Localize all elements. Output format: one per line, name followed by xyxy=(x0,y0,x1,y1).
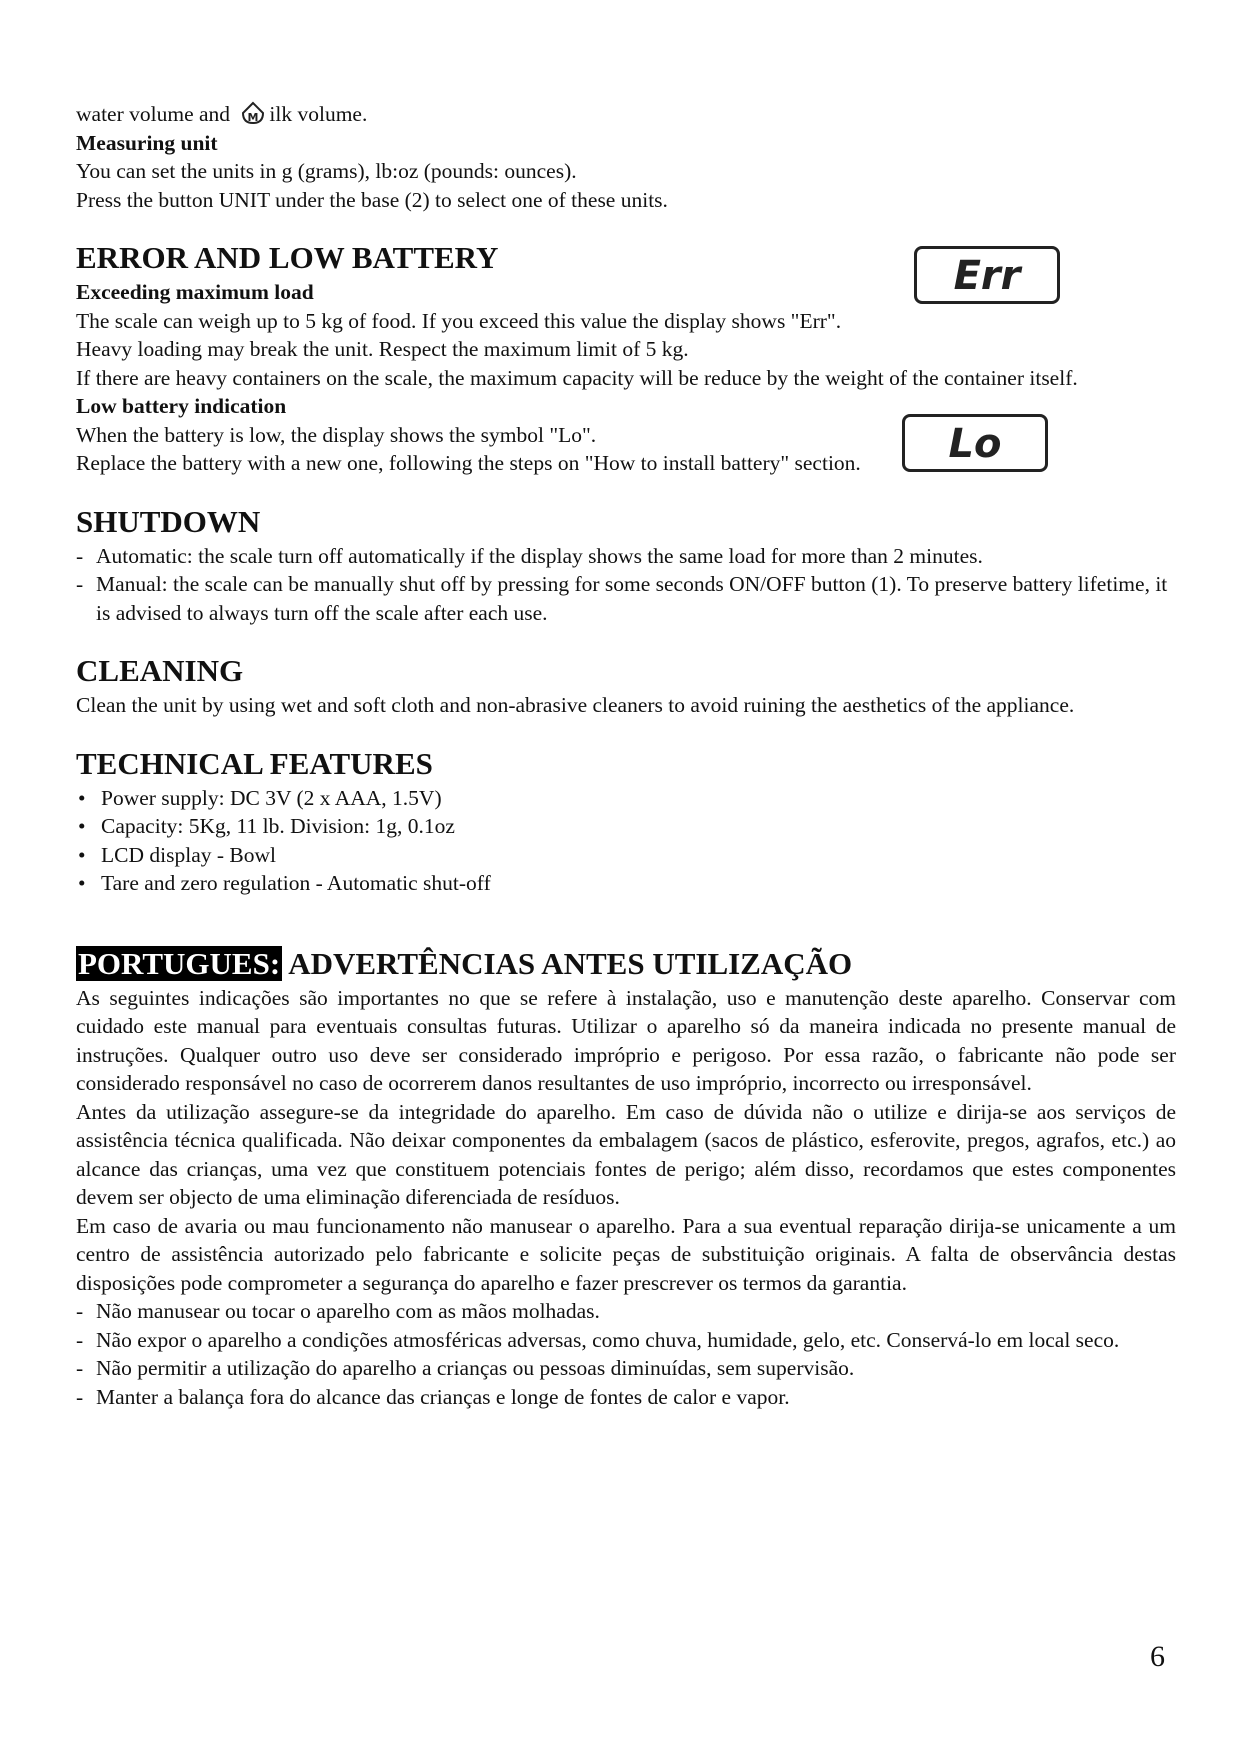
low-battery-heading: Low battery indication xyxy=(76,394,287,418)
low-battery-text-2: Replace the battery with a new one, following the steps on "How to install battery" section. xyxy=(76,451,861,475)
portugues-paragraph-3: Em caso de avaria ou mau funcionamento não manusear o aparelho. Para a sua eventual reparação dirija-se unicamente a um centro de assistência autorizado pelo fabricante e solicite peças de substituição originais. A falta de observância destas disposições pode comprometer a segurança do aparelho e fazer prescrever os termos da garantia. xyxy=(76,1213,1176,1295)
list-item: • Tare and zero regulation - Automatic shut-off xyxy=(76,869,1176,898)
list-item: - Não expor o aparelho a condições atmosféricas adversas, como chuva, humidade, gelo, etc. Conservá-lo em local seco. xyxy=(76,1326,1176,1355)
language-label: PORTUGUES: xyxy=(78,945,281,981)
cleaning-title: CLEANING xyxy=(76,653,244,688)
measuring-unit-text-2: Press the button UNIT under the base (2) to select one of these units. xyxy=(76,187,668,212)
technical-title: TECHNICAL FEATURES xyxy=(76,745,433,781)
low-battery-text-1: When the battery is low, the display shows the symbol "Lo". xyxy=(76,422,597,447)
exceed-text-1: The scale can weigh up to 5 kg of food. If you exceed this value the display shows "Err". xyxy=(76,308,842,333)
list-item: - Manter a balança fora do alcance das crianças e longe de fontes de calor e vapor. xyxy=(76,1383,1176,1412)
exceed-text-2: Heavy loading may break the unit. Respect the maximum limit of 5 kg. xyxy=(76,337,689,361)
intro-line xyxy=(76,100,1176,129)
intro-text-a: water volume and xyxy=(76,102,231,126)
shutdown-list xyxy=(76,542,1176,628)
list-item: - Não manusear ou tocar o aparelho com as mãos molhadas. xyxy=(76,1297,1176,1326)
svg-text:Err: Err xyxy=(953,253,1021,299)
svg-text:M: M xyxy=(247,111,259,124)
exceed-text-3: If there are heavy containers on the scale, the maximum capacity will be reduce by the weight of the container itself. xyxy=(76,365,1078,390)
list-item: • Capacity: 5Kg, 11 lb. Division: 1g, 0.1oz xyxy=(76,812,1176,841)
measuring-unit-heading: Measuring unit xyxy=(76,130,218,155)
portugues-list xyxy=(76,1297,1176,1411)
portugues-title-text: ADVERTÊNCIAS ANTES UTILIZAÇÃO xyxy=(288,945,853,981)
error-section-title: ERROR AND LOW BATTERY xyxy=(76,240,499,275)
page-content xyxy=(76,100,1176,1411)
list-item: - Automatic: the scale turn off automatically if the display shows the same load for more than 2 minutes. xyxy=(76,542,1176,571)
intro-text-b: ilk volume. xyxy=(269,102,368,126)
cleaning-text: Clean the unit by using wet and soft cloth and non-abrasive cleaners to avoid ruining the aesthetics of the appliance. xyxy=(76,693,1075,717)
portugues-paragraph-1: As seguintes indicações são importantes no que se refere à instalação, uso e manutenção deste aparelho. Conservar com cuidado este manual para eventuais consultas futuras. Utilizar o aparelho só da maneira indicada no presente manual de instruções. Qualquer outro uso deve ser considerado impróprio e perigoso. Por essa razão, o fabricante não pode ser considerado responsável no caso de ocorrerem danos resultantes de uso impróprio, incorrecto ou irresponsável. xyxy=(76,985,1176,1095)
page-number: 6 xyxy=(1150,1640,1165,1673)
technical-list xyxy=(76,784,1176,898)
exceed-heading: Exceeding maximum load xyxy=(76,280,314,304)
svg-text:Lo: Lo xyxy=(948,421,1002,467)
shutdown-title: SHUTDOWN xyxy=(76,503,261,539)
list-item: • Power supply: DC 3V (2 x AAA, 1.5V) xyxy=(76,784,1176,813)
milk-icon xyxy=(239,101,267,125)
list-item: - Manual: the scale can be manually shut off by pressing for some seconds ON/OFF button (1). To preserve battery lifetime, it is advised to always turn off the scale after each use. xyxy=(76,570,1176,627)
list-item: • LCD display - Bowl xyxy=(76,841,1176,870)
measuring-unit-text-1: You can set the units in g (grams), lb:oz (pounds: ounces). xyxy=(76,159,577,183)
portugues-paragraph-2: Antes da utilização assegure-se da integridade do aparelho. Em caso de dúvida não o utilize e dirija-se aos serviços de assistência técnica qualificada. Não deixar componentes da embalagem (sacos de plástico, esferovite, pregos, agrafos, etc.) ao alcance das crianças, uma vez que constituem potenciais fontes de perigo; além disso, recordamos que estes componentes devem ser objecto de uma eliminação diferenciada de resíduos. xyxy=(76,1099,1176,1209)
list-item: - Não permitir a utilização do aparelho a crianças ou pessoas diminuídas, sem supervisão. xyxy=(76,1354,1176,1383)
portugues-title xyxy=(76,944,1176,984)
